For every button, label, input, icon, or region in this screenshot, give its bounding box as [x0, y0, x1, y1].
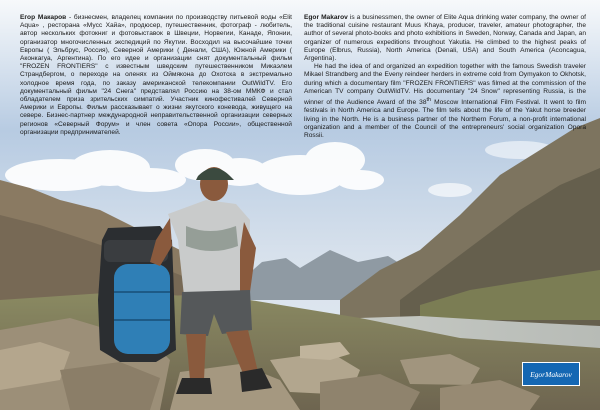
russian-bio-text: - бизнесмен, владелец компании по производству питьевой воды «Elit Aqua» , ресторана «Мусс Хайа», продюсер, путешественник, фотограф - любитель, автор нескольких фотокниг и фотовыставок в Швеции, Норвегии, Канаде, Японии, организатор многочисленных экспедиций по Якутии. Восходил на высочайшие точки Европы ( Эльбрус, Россия), Северной Америки ( Денали, США), Южной Америки ( Аконкагуа, Аргентина). По его идее и организации снят документальный фильм "FROZEN FRONTIERS" с известным шведским путешественником Микаэлем Страндбергом, о переходе на оленях из Оймякона до Охотска в экстремально холодное время года, по заказу американской телекомпании OutWildTV. Его документальный фильм "24 Снега" представлял Россию на 38-ом ММКФ и стал обладателем приза зрительских симпатий. Участник кинофестивалей Северной Америки и Европы. Фильм рассказывает о жизни якутского коневода, живущего на севере. Бизнес-партнер международной неправительственной организации северных регионов «Северный Форум» и член совета «Опора России», общественной организации предпринимателей. — [20, 14, 292, 136]
english-bio-paragraph-1 — [304, 14, 586, 63]
blue-sleeping-pad — [114, 264, 170, 354]
english-bio-paragraph-2 — [304, 63, 586, 140]
russian-bio-column — [20, 14, 292, 137]
english-bio-text-2-end: Moscow International Film Festival. It went to film festivals in North America and Europe. The film tells about the life of the Yakut horse breeder living in the North. He is a business partner of the Northern Forum, a non-profit international organization and a member of the Council of the entrepreneurs' social organization Opora Rossii. — [304, 99, 586, 140]
english-bio-text-1: is a businessmen, the owner of Elite Aqua drinking water company, the owner of the traditional cuisine restaurant Muus Khaya, producer, traveler, amateur photographer, the author of several photo-books and photo exhibitions in Sweden, Norway, Canada and Japan, an organizer of numerous expeditions throughout Yakutia. He climbed to the highest peaks of Europe (Elbrus, Russia), North America (Denali, USA) and South America (Aconcagua, Argentina). — [304, 14, 586, 63]
russian-bio-name: Егор Макаров — [20, 14, 67, 21]
russian-bio-paragraph — [20, 14, 292, 137]
english-bio-text-2: He had the idea of and organized an expedition together with the famous Swedish traveler Mikael Strandberg and the Eveny reindeer herders in extreme cold from Oymyakon to Okhotsk, during which a documentary film "FROZEN FRONTIERS" was filmed at the commission of the American TV company OutWildTV. His documentary "24 Snow" representing Russia, is the winner of the Audience Award of the 38 — [304, 63, 586, 107]
english-bio-name: Egor Makarov — [304, 14, 348, 21]
english-bio-column — [304, 14, 586, 140]
english-bio-superscript: th — [426, 97, 432, 104]
logo-text: EgorMakarov — [530, 369, 572, 379]
egor-makarov-logo — [522, 362, 580, 386]
